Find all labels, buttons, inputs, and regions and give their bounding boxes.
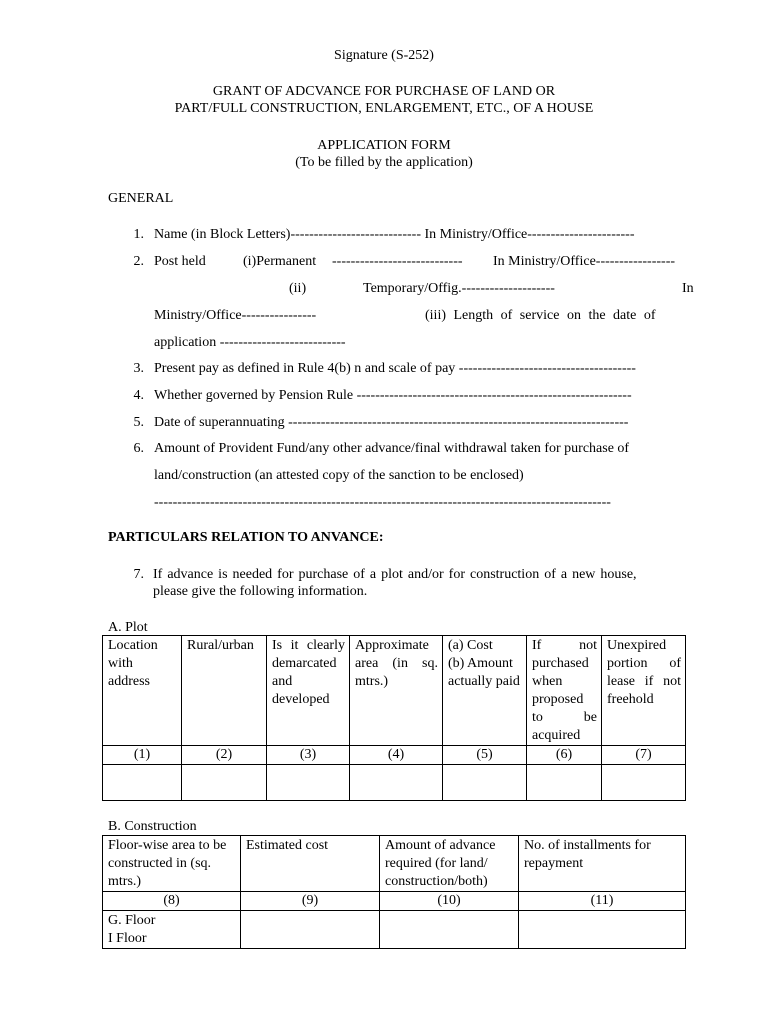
construction-number-row [103,892,686,911]
floor-area-header: Floor-wise area to be constructed in (sq. mtrs.) [103,836,241,892]
floor-labels [103,911,241,949]
location-header: Location with address [103,636,182,746]
ministry-office-label-2: Ministry/Office---------------- [154,308,317,323]
entry-cell[interactable] [103,765,182,801]
col-number: (2) [182,746,267,765]
plot-entry-row [103,765,686,801]
col-number: (3) [267,746,350,765]
length-of-service-label: (iii) Length of service on the date of [425,308,656,323]
superannuating-text: Date of superannuating ------------------------------------------------------------------------- [154,415,629,430]
title-line-2: PART/FULL CONSTRUCTION, ENLARGEMENT, ETC., OF A HOUSE [174,101,594,116]
item-number: 2. [133,254,144,269]
plot-table-label: A. Plot [108,620,148,635]
estimated-cost-header: Estimated cost [241,836,380,892]
present-pay-text: Present pay as defined in Rule 4(b) n and scale of pay -------------------------------------- [154,361,636,376]
entry-cell[interactable] [602,765,686,801]
construction-table [102,835,686,949]
in-label: In [682,281,694,296]
item-number: 6. [133,441,144,456]
entry-cell[interactable] [241,911,380,949]
col-number: (9) [241,892,380,911]
plot-number-row [103,746,686,765]
floor-rows [103,911,686,949]
construction-table-label: B. Construction [108,819,197,834]
plot-table [102,635,686,801]
application-label: application --------------------------- [154,335,346,350]
ground-floor-label: G. Floor [108,913,156,928]
rural-urban-header: Rural/urban [182,636,267,746]
form-subtitle: (To be filled by the application) [295,155,473,170]
construction-header-row [103,836,686,892]
col-number: (4) [350,746,443,765]
advance-required-header: Amount of advance required (for land/ construction/both) [380,836,519,892]
item-number: 4. [133,388,144,403]
permanent-dashes: ---------------------------- [332,254,463,269]
col-number: (8) [103,892,241,911]
entry-cell[interactable] [380,911,519,949]
ministry-office-label: In Ministry/Office----------------- [493,254,676,269]
provident-fund-dashes: -------------------------------------------------------------------------------------------------- [154,495,611,510]
entry-cell[interactable] [527,765,602,801]
temporary-index: (ii) [289,281,307,296]
cost-header: (a) Cost (b) Amount actually paid [443,636,527,746]
lease-header: Unexpired portion of lease if not freehold [602,636,686,746]
not-purchased-header: If not purchased when proposed to be acquired [527,636,602,746]
area-header: Approximate area (in sq. mtrs.) [350,636,443,746]
item-number: 3. [133,361,144,376]
col-number: (7) [602,746,686,765]
entry-cell[interactable] [267,765,350,801]
entry-cell[interactable] [443,765,527,801]
form-title: APPLICATION FORM [317,138,451,153]
entry-cell[interactable] [350,765,443,801]
item-number: 1. [133,227,144,242]
temporary-label: Temporary/Offig.-------------------- [363,281,555,296]
post-held-label: Post held [154,254,206,269]
particulars-heading: PARTICULARS RELATION TO ANVANCE: [108,530,384,545]
entry-cell[interactable] [182,765,267,801]
item-7-line-2: please give the following information. [153,584,368,599]
plot-header-row [103,636,686,746]
col-number: (1) [103,746,182,765]
col-number: (5) [443,746,527,765]
item-7-line-1: If advance is needed for purchase of a plot and/or for construction of a new house, [153,567,637,582]
pension-rule-text: Whether governed by Pension Rule ----------------------------------------------------------- [154,388,632,403]
first-floor-label: I Floor [108,931,147,946]
demarcated-header: Is it clearly demarcated and developed [267,636,350,746]
signature-label: Signature (S-252) [334,48,434,63]
name-field-text: Name (in Block Letters)---------------------------- In Ministry/Office----------------------- [154,227,635,242]
col-number: (10) [380,892,519,911]
title-line-1: GRANT OF ADCVANCE FOR PURCHASE OF LAND OR [212,84,556,99]
general-heading: GENERAL [108,191,174,206]
col-number: (6) [527,746,602,765]
installments-header: No. of installments for repayment [519,836,686,892]
permanent-label: (i)Permanent [243,254,317,269]
col-number: (11) [519,892,686,911]
entry-cell[interactable] [519,911,686,949]
item-number: 5. [133,415,144,430]
provident-fund-text: Amount of Provident Fund/any other advance/final withdrawal taken for purchase of [154,441,630,456]
provident-fund-text-2: land/construction (an attested copy of the sanction to be enclosed) [154,468,524,483]
item-number: 7. [133,567,144,582]
